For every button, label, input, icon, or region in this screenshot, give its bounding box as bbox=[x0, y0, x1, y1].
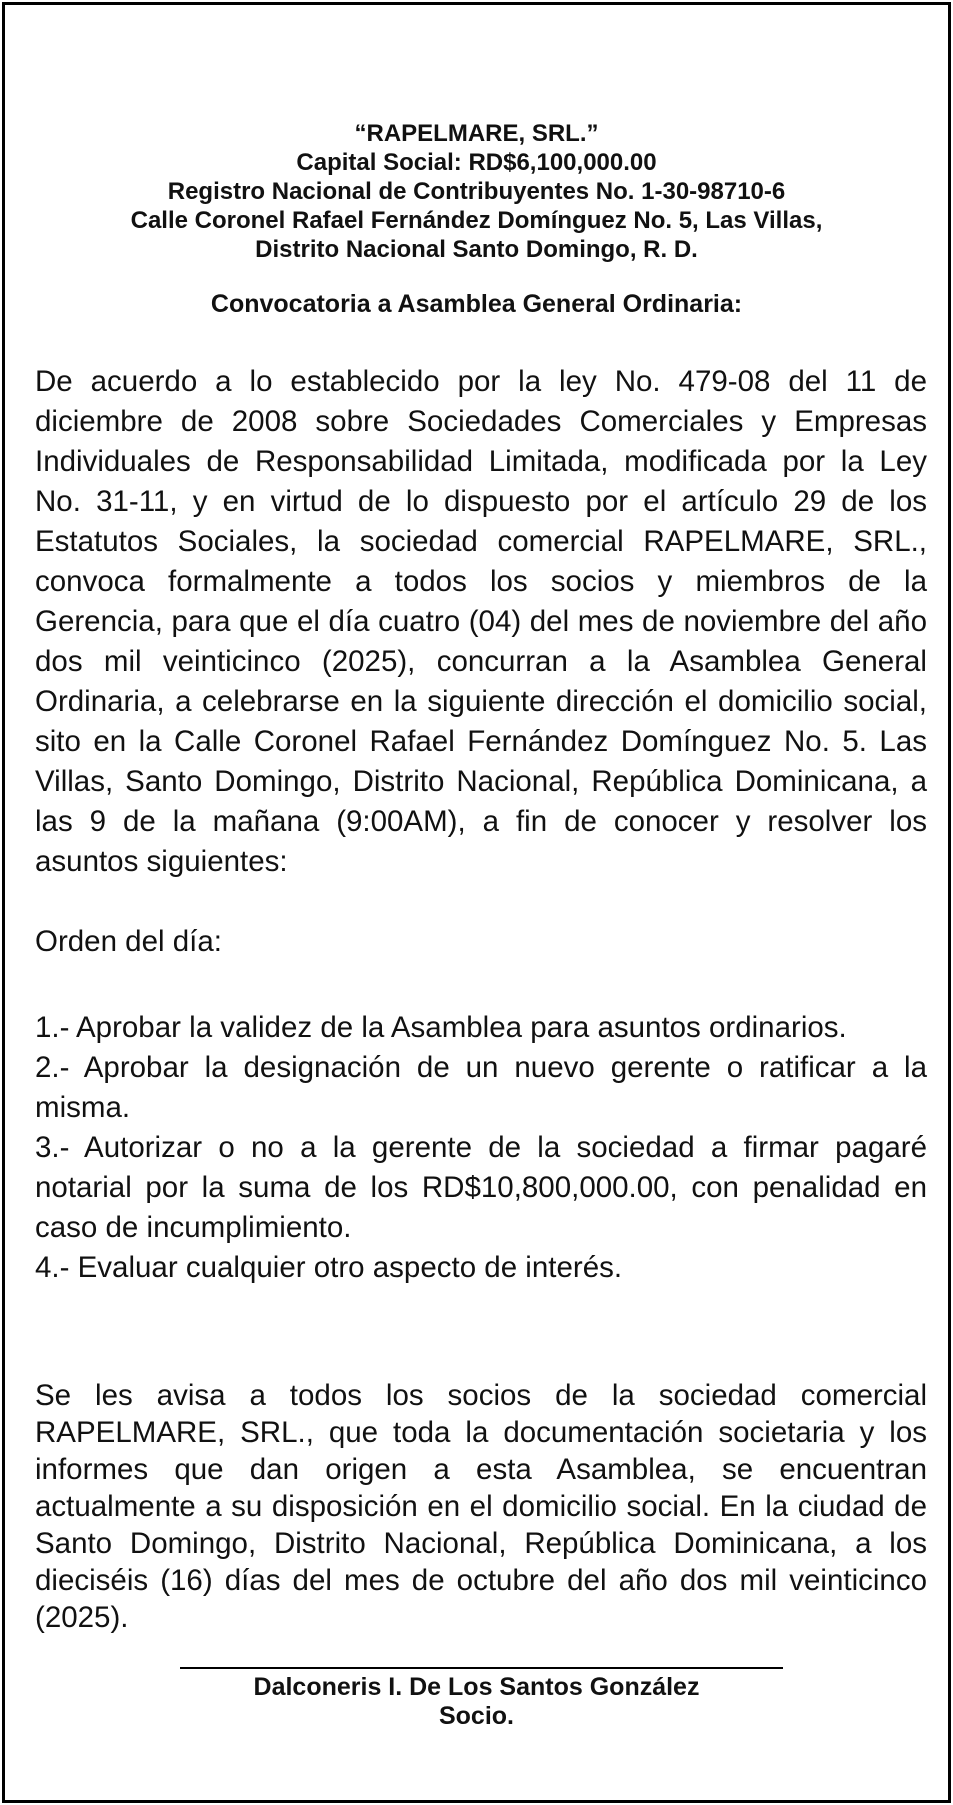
address-line-2: Distrito Nacional Santo Domingo, R. D. bbox=[255, 236, 698, 263]
signer-role: Socio. bbox=[438, 1702, 514, 1730]
agenda-heading-section bbox=[35, 922, 927, 962]
intro-section bbox=[35, 362, 927, 882]
signature-block bbox=[5, 1673, 948, 1731]
agenda-item: 4.- Evaluar cualquier otro aspecto de interés. bbox=[35, 1251, 623, 1284]
notice-title: Convocatoria a Asamblea General Ordinaria: bbox=[210, 290, 743, 318]
closing-section bbox=[35, 1377, 927, 1636]
company-name: “RAPELMARE, SRL.” bbox=[354, 120, 599, 147]
company-header bbox=[5, 119, 948, 264]
closing-paragraph: Se les avisa a todos los socios de la sociedad comercial RAPELMARE, SRL., que toda la documentación societaria y los informes que dan origen a esta Asamblea, se encuentran actualmente a su disposición en el domicilio social. En la ciudad de Santo Domingo, Distrito Nacional, República Dominicana, a los dieciséis (16) días del mes de octubre del año dos mil veinticinco (2025). bbox=[35, 1379, 927, 1634]
notice-frame bbox=[2, 2, 951, 1803]
address-line-1: Calle Coronel Rafael Fernández Domínguez No. 5, Las Villas, bbox=[130, 207, 823, 234]
capital-social: Capital Social: RD$6,100,000.00 bbox=[296, 149, 657, 176]
agenda-item: 3.- Autorizar o no a la gerente de la sociedad a firmar pagaré notarial por la suma de los RD$10,800,000.00, con penalidad en caso de incumplimiento. bbox=[35, 1131, 927, 1244]
rnc-number: Registro Nacional de Contribuyentes No. 1-30-98710-6 bbox=[167, 178, 786, 205]
agenda-item: 1.- Aprobar la validez de la Asamblea para asuntos ordinarios. bbox=[35, 1011, 847, 1044]
agenda-heading: Orden del día: bbox=[35, 925, 222, 958]
agenda-list bbox=[35, 1008, 927, 1288]
signer-name: Dalconeris I. De Los Santos González bbox=[253, 1673, 700, 1701]
signature-line bbox=[180, 1667, 783, 1669]
agenda-item: 2.- Aprobar la designación de un nuevo gerente o ratificar a la misma. bbox=[35, 1051, 927, 1124]
intro-paragraph: De acuerdo a lo establecido por la ley No. 479-08 del 11 de diciembre de 2008 sobre Sociedades Comerciales y Empresas Individuales de Responsabilidad Limitada, modificada por la Ley No. 31-11, y en virtud de lo dispuesto por el artículo 29 de los Estatutos Sociales, la sociedad comercial RAPELMARE, SRL., convoca formalmente a todos los socios y miembros de la Gerencia, para que el día cuatro (04) del mes de noviembre del año dos mil veinticinco (2025), concurran a la Asamblea General Ordinaria, a celebrarse en la siguiente dirección el domicilio social, sito en la Calle Coronel Rafael Fernández Domínguez No. 5. Las Villas, Santo Domingo, Distrito Nacional, República Dominicana, a las 9 de la mañana (9:00AM), a fin de conocer y resolver los asuntos siguientes: bbox=[35, 365, 927, 878]
